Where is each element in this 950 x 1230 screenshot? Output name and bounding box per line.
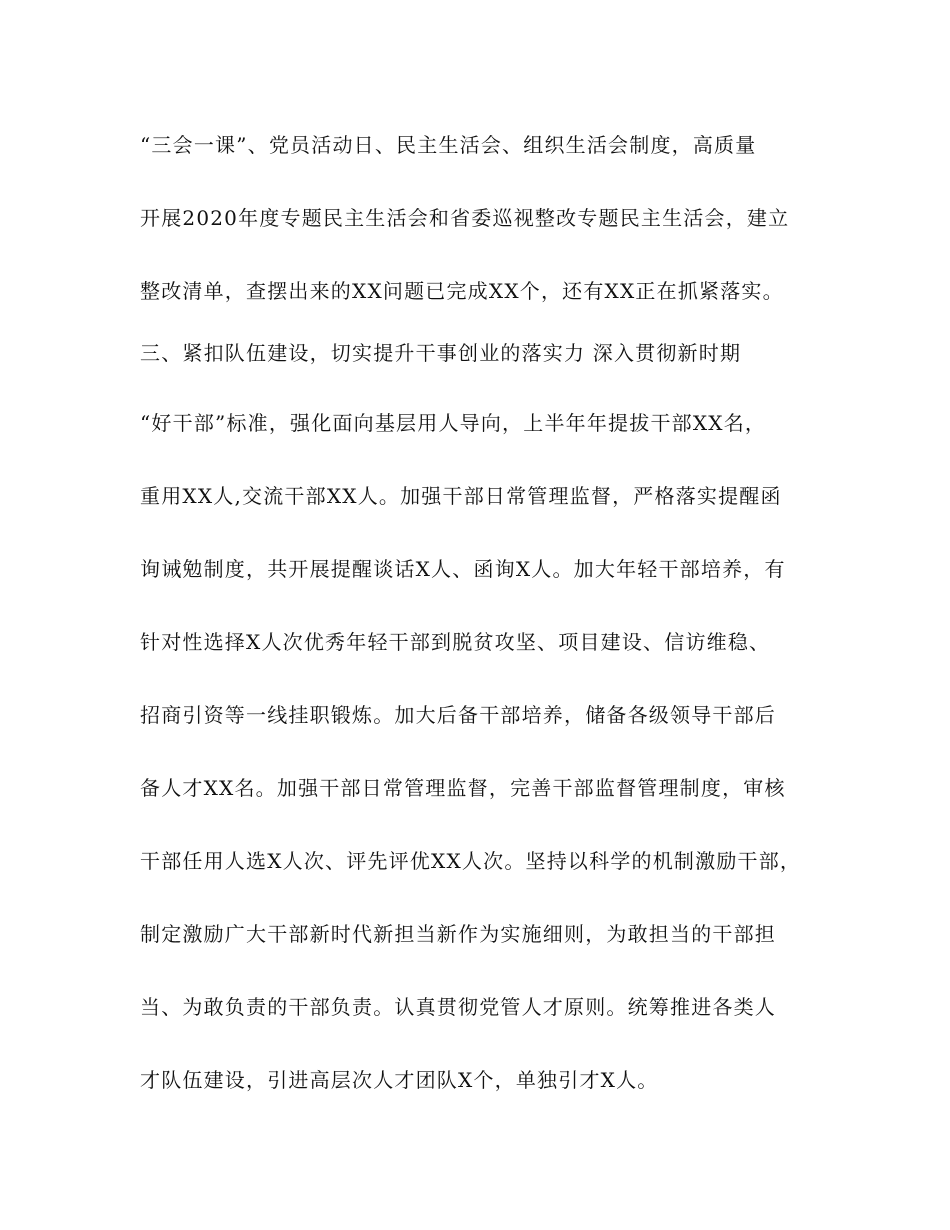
text-line: 针对性选择X人次优秀年轻干部到脱贫攻坚、项目建设、信访维稳、 [140, 630, 771, 654]
text-line: “好干部”标准，强化面向基层用人导向，上半年年提拔干部XX名， [140, 411, 767, 435]
text-line: 才队伍建设，引进高层次人才团队X个，单独引才X人。 [140, 1068, 659, 1092]
text-line: 干部任用人选X人次、评先评优XX人次。坚持以科学的机制激励干部， [140, 849, 802, 873]
text-line: 询诫勉制度，共开展提醒谈话X人、函询X人。加大年轻干部培养，有 [140, 557, 786, 581]
text-line: 整改清单，查摆出来的XX问题已完成XX个，还有XX正在抓紧落实。 [140, 279, 784, 303]
text-line: 当、为敢负责的干部负责。认真贯彻党管人才原则。统筹推进各类人 [140, 995, 776, 1019]
section-heading-line: 三、紧扣队伍建设，切实提升干事创业的落实力 深入贯彻新时期 [140, 341, 742, 365]
text-line: 备人才XX名。加强干部日常管理监督，完善干部监督管理制度，审核 [140, 776, 786, 800]
text-line: 招商引资等一线挂职锻炼。加大后备干部培养，储备各级领导干部后 [140, 703, 776, 727]
text-line: 制定激励广大干部新时代新担当新作为实施细则，为敢担当的干部担 [140, 922, 776, 946]
text-line: “三会一课”、党员活动日、民主生活会、组织生活会制度，高质量 [140, 133, 757, 157]
text-line: 开展2020年度专题民主生活会和省委巡视整改专题民主生活会，建立 [140, 206, 790, 230]
text-line: 重用XX人,交流干部XX人。加强干部日常管理监督，严格落实提醒函 [140, 484, 782, 508]
